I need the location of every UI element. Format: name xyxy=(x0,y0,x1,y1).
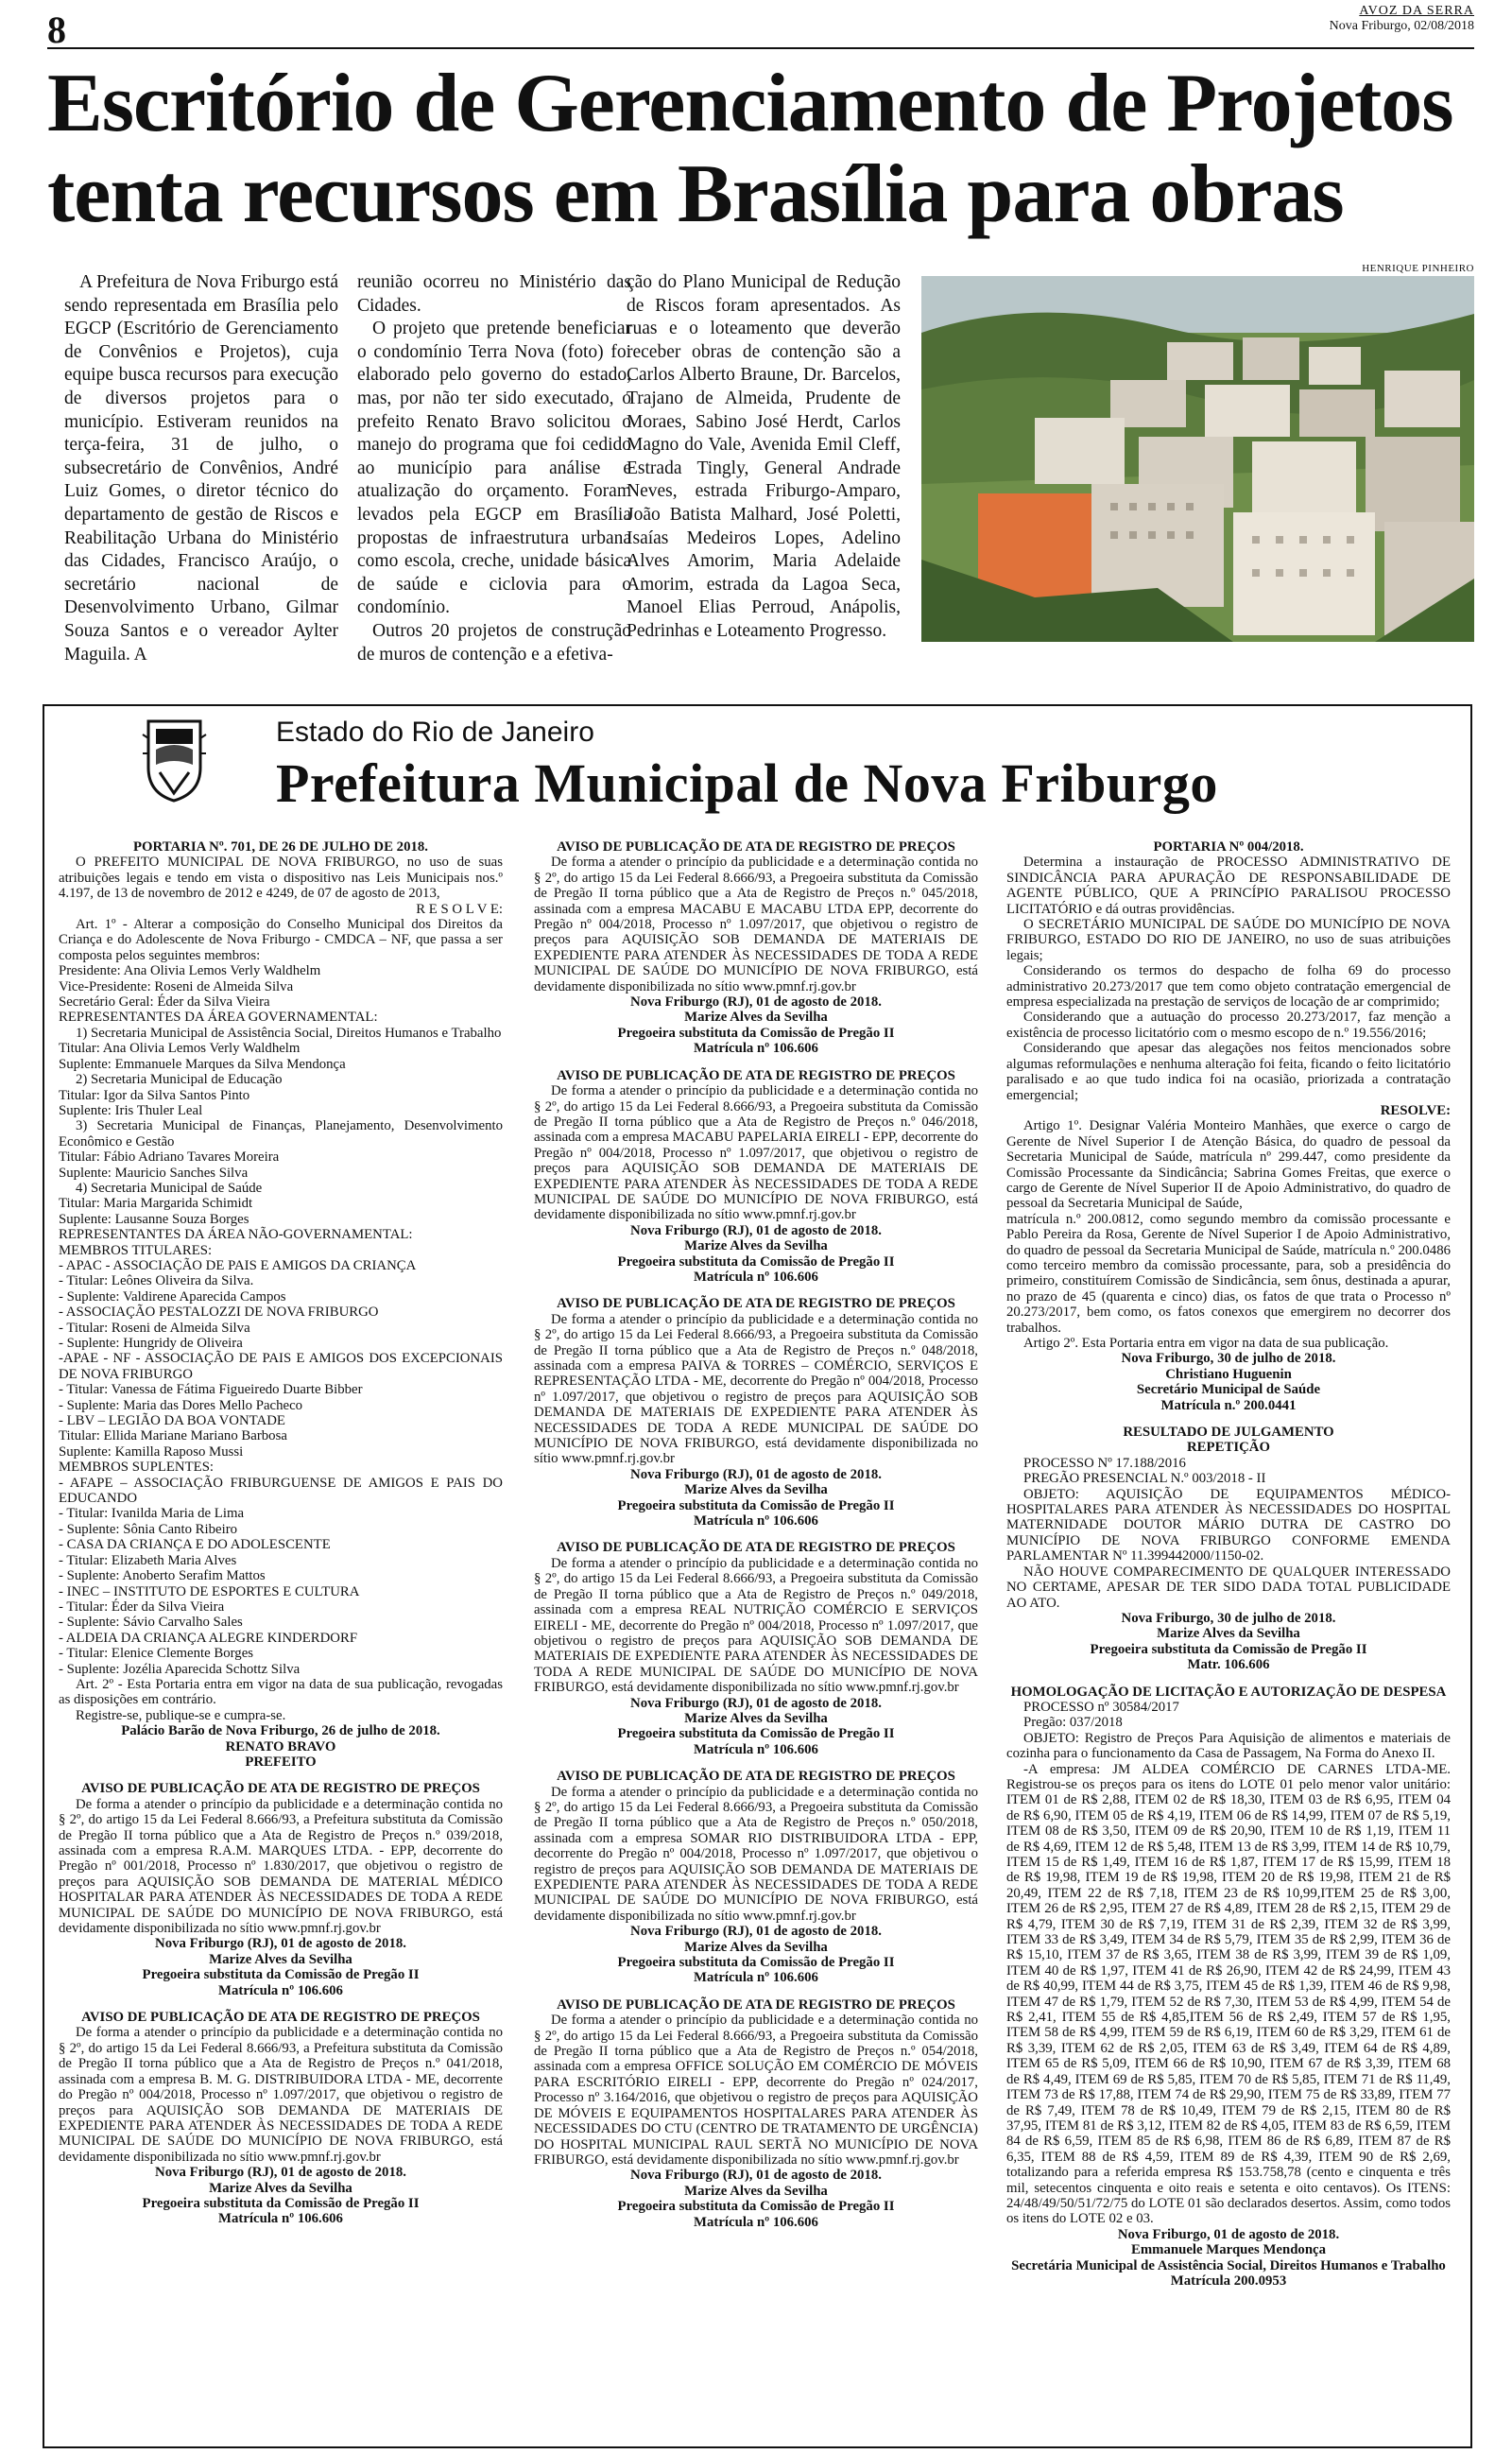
legal-line: - Titular: Elenice Clemente Borges xyxy=(59,1646,254,1662)
legal-line xyxy=(534,1529,978,1540)
legal-line: Matrícula nº 106.606 xyxy=(694,1513,818,1529)
page-number: 8 xyxy=(47,9,66,51)
legal-line: Nova Friburgo (RJ), 01 de agosto de 2018. xyxy=(630,1695,882,1711)
legal-line: Suplente: Lausanne Souza Borges xyxy=(59,1211,249,1227)
legal-line: - Titular: Ivanilda Maria de Lima xyxy=(59,1506,245,1522)
legal-line: Titular: Maria Margarida Schimidt xyxy=(59,1196,253,1212)
legal-line: Nova Friburgo (RJ), 01 de agosto de 2018. xyxy=(155,2165,406,2181)
legal-line: - AFAPE – ASSOCIAÇÃO FRIBURGUENSE DE AMIGOS E PAIS DO EDUCANDO xyxy=(59,1475,503,1507)
legal-line: Marize Alves da Sevilha xyxy=(684,1010,828,1026)
legal-line: PROCESSO nº 30584/2017 xyxy=(1023,1699,1179,1715)
legal-line: Marize Alves da Sevilha xyxy=(684,1482,828,1498)
legal-line: Artigo 1º. Designar Valéria Monteiro Manhães, que exerce o cargo de Gerente de Nível Superior I de Atenção Básica, do quadro de pessoal da Secretaria Municipal de Saúde, matrícula nº 299.447, como presidente da Comissão Processante da Sindicância; Sabrina Gomes Freitas, que exerce o cargo de Gerente de Nível Superior II de Apoio Administrativo, do quadro de pessoal da Secretaria Municipal de Saúde, xyxy=(1006,1118,1451,1212)
legal-line xyxy=(534,1757,978,1769)
legal-line: Suplente: Emmanuele Marques da Silva Mendonça xyxy=(59,1056,346,1072)
legal-line: Nova Friburgo, 30 de julho de 2018. xyxy=(1121,1351,1336,1367)
condominium-photo xyxy=(921,276,1474,642)
legal-line: Pregoeira substituta da Comissão de Pregão II xyxy=(617,1025,895,1041)
legal-line: Pregão: 037/2018 xyxy=(1023,1715,1123,1731)
legal-line: Pregoeira substituta da Comissão de Pregão II xyxy=(142,1967,420,1983)
legal-line: Considerando que a autuação do processo 20.273/2017, faz menção a existência de processo licitatório com o mesmo escopo de n.º 19.556/2016; xyxy=(1006,1010,1451,1041)
legal-line: Suplente: Kamilla Raposo Mussi xyxy=(59,1443,244,1460)
legal-line: Pregoeira substituta da Comissão de Pregão II xyxy=(617,1726,895,1742)
legal-line: OBJETO: AQUISIÇÃO DE EQUIPAMENTOS MÉDICO-HOSPITALARES PARA ATENDER ÀS NECESSIDADES DO HOSPITAL MATERNIDADE DOUTOR MÁRIO DUTRA DE CASTRO DO MUNICÍPIO DE NOVA FRIBURGO CONFORME EMENDA PARLAMENTAR Nº 11.399442000/1150-02. xyxy=(1006,1486,1451,1564)
legal-line: De forma a atender o princípio da publicidade e a determinação contida no § 2º, do artigo 15 da Lei Federal 8.666/93, a Prefeitura substituta da Comissão de Pregão II torna público que a Ata de Registro de Preços n.º 039/2018, assinada com a empresa R.A.M. MARQUES LTDA. - EPP, decorrente do Pregão nº 001/2018, Processo nº 1.830/2017, que objetivou o registro de preços para AQUISIÇÃO SOB DEMANDA DE MATERIAL MÉDICO HOSPITALAR PARA ATENDER ÀS NECESSIDADES DE TODA A REDE MUNICIPAL DE SAÚDE DO MUNICÍPIO DE NOVA FRIBURGO, está devidamente disponibilizada no sítio www.pmnf.rj.gov.br xyxy=(59,1796,503,1937)
legal-line: - ASSOCIAÇÃO PESTALOZZI DE NOVA FRIBURGO xyxy=(59,1305,379,1321)
top-rule xyxy=(47,47,1474,49)
legal-line: R E S O L V E: xyxy=(416,901,503,917)
legal-line: Secretária Municipal de Assistência Social, Direitos Humanos e Trabalho xyxy=(1011,2257,1446,2273)
legal-line: REPRESENTANTES DA ÁREA NÃO-GOVERNAMENTAL: xyxy=(59,1227,413,1243)
legal-line: AVISO DE PUBLICAÇÃO DE ATA DE REGISTRO DE PREÇOS xyxy=(557,1540,955,1556)
legal-line xyxy=(534,1986,978,1997)
legal-line: - ALDEIA DA CRIANÇA ALEGRE KINDERDORF xyxy=(59,1630,358,1646)
legal-line: Considerando que apesar das alegações nos feitos mencionados sobre algumas reformulações e nenhuma alteração foi feita, ficando o feito licitatório paralisado e ao que tudo indica foi na ocasião, priorizada a contratação emergencial; xyxy=(1006,1041,1451,1103)
legal-line: Art. 2º - Esta Portaria entra em vigor na data de sua publicação, revogadas as disposições em contrário. xyxy=(59,1676,503,1708)
legal-line: matrícula n.º 200.0812, como segundo membro da comissão processante e Pablo Pereira da Rosa, Gerente de Nível Superior I de Apoio Administrativo, do quadro de pessoal da Secretaria Municipal de Saúde, matrícula n.º 200.0486 como terceiro membro da comissão processante, para, sob a presidência do primeiro, constituírem Comissão de Sindicância, sem ônus, destinada a apurar, no prazo de 45 (quarenta e cinco) dias, os fatos de que trata o Processo nº 20.273/2017, bem como, os fatos conexos que emergirem no decorrer dos trabalhos. xyxy=(1006,1211,1451,1336)
legal-line: Suplente: Iris Thuler Leal xyxy=(59,1102,203,1118)
legal-line: Nova Friburgo, 30 de julho de 2018. xyxy=(1121,1610,1336,1626)
article-paragraph: A Prefeitura de Nova Friburgo está sendo representada em Brasília pelo EGCP (Escritório de Gerenciamento de Convênios e Projetos), cuja equipe busca recursos para execução de diversos projetos para o município. Estiveram reunidos na terça-feira, 31 de julho, o subsecretário de Convênios, André Luiz Gomes, o diretor técnico do departamento de gestão de Riscos e Reabilitação Urbana do Ministério das Cidades, Francisco Araújo, o secretário nacional de Desenvolvimento Urbano, Gilmar Souza Santos e o vereador Aylter Maguila. A xyxy=(64,272,338,665)
legal-line: De forma a atender o princípio da publicidade e a determinação contida no § 2º, do artigo 15 da Lei Federal 8.666/93, a Pregoeira substituta da Comissão de Pregão II torna público que a Ata de Registro de Preços n.º 049/2018, assinada com a empresa REAL NUTRIÇÃO COMÉRCIO E SERVIÇOS EIRELI - ME, decorrente do Pregão nº 004/2018, Processo nº 1.097/2017, que objetivou o registro de preços para AQUISIÇÃO SOB DEMANDA DE MATERIAIS DE EXPEDIENTE PARA ATENDER ÀS NECESSIDADES DE TODA A REDE MUNICIPAL DE SAÚDE DO MUNICÍPIO DE NOVA FRIBURGO, está devidamente disponibilizada no sítio www.pmnf.rj.gov.br xyxy=(534,1555,978,1696)
legal-line: De forma a atender o princípio da publicidade e a determinação contida no § 2º, do artigo 15 da Lei Federal 8.666/93, a Pregoeira substituta da Comissão de Pregão II torna público que a Ata de Registro de Preços n.º 045/2018, assinada com a empresa MACABU E MACABU LTDA EPP, decorrente do Pregão nº 004/2018, Processo nº 1.097/2017, que objetivou o registro de preços para AQUISIÇÃO SOB DEMANDA DE MATERIAIS DE EXPEDIENTE PARA ATENDER ÀS NECESSIDADES DE TODA A REDE MUNICIPAL DE SAÚDE DO MUNICÍPIO DE NOVA FRIBURGO, está devidamente disponibilizada no sítio www.pmnf.rj.gov.br xyxy=(534,855,978,994)
legal-line: De forma a atender o princípio da publicidade e a determinação contida no § 2º, do artigo 15 da Lei Federal 8.666/93, a Pregoeira substituta da Comissão de Pregão II torna público que a Ata de Registro de Preços n.º 054/2018, assinada com a empresa OFFICE SOLUÇÃO EM COMÉRCIO DE MÓVEIS PARA ESCRITÓRIO EIRELI - EPP, decorrente do Pregão nº 024/2017, Processo nº 3.164/2016, que objetivou o registro de preços para AQUISIÇÃO DE MÓVEIS E EQUIPAMENTOS HOSPITALARES PARA ATENDER ÀS NECESSIDADES DO CTU (CENTRO DE TRATAMENTO DE URGÊNCIA) DO HOSPITAL MUNICIPAL RAUL SERTÃ NO MUNICÍPIO DE NOVA FRIBURGO, está devidamente disponibilizada no sítio www.pmnf.rj.gov.br xyxy=(534,2013,978,2168)
legal-line: Nova Friburgo (RJ), 01 de agosto de 2018. xyxy=(630,1466,882,1482)
legal-line: Marize Alves da Sevilha xyxy=(209,1951,352,1967)
headline xyxy=(47,59,1474,240)
legal-line: - Titular: Éder da Silva Vieira xyxy=(59,1599,225,1615)
legal-line: AVISO DE PUBLICAÇÃO DE ATA DE REGISTRO DE PREÇOS xyxy=(81,2010,480,2026)
legal-line: - Suplente: Sônia Canto Ribeiro xyxy=(59,1521,238,1537)
legal-line: AVISO DE PUBLICAÇÃO DE ATA DE REGISTRO DE PREÇOS xyxy=(557,1769,955,1785)
legal-line: Art. 1º - Alterar a composição do Conselho Municipal dos Direitos da Criança e do Adolescente de Nova Friburgo - CMDCA – NF, que passa a ser composta pelos seguintes membros: xyxy=(59,917,503,963)
legal-line: Nova Friburgo (RJ), 01 de agosto de 2018. xyxy=(630,994,882,1011)
legal-line: PORTARIA Nº 004/2018. xyxy=(1153,839,1304,855)
legal-line: NÃO HOUVE COMPARECIMENTO DE QUALQUER INTERESSADO NO CERTAME, APESAR DE TER SIDO DADA TOTAL PUBLICIDADE AO ATO. xyxy=(1006,1564,1451,1611)
legal-line: Suplente: Mauricio Sanches Silva xyxy=(59,1165,249,1181)
legal-line xyxy=(534,1285,978,1296)
legal-line: Pregoeira substituta da Comissão de Pregão II xyxy=(142,2195,420,2211)
legal-line: Marize Alves da Sevilha xyxy=(684,1710,828,1726)
legal-line: Matrícula n.º 200.0441 xyxy=(1160,1397,1297,1413)
masthead-date: Nova Friburgo, 02/08/2018 xyxy=(1329,19,1474,33)
legal-line: - Titular: Vanessa de Fátima Figueiredo Duarte Bibber xyxy=(59,1382,363,1398)
legal-line: 3) Secretaria Municipal de Finanças, Planejamento, Desenvolvimento Econômico e Gestão xyxy=(59,1118,503,1149)
legal-line: AVISO DE PUBLICAÇÃO DE ATA DE REGISTRO DE PREÇOS xyxy=(557,839,955,855)
legal-line: Palácio Barão de Nova Friburgo, 26 de julho de 2018. xyxy=(121,1723,440,1739)
legal-line: OBJETO: Registro de Preços Para Aquisição de alimentos e materiais de cozinha para o funcionamento da Casa de Passagem, Na Forma do Anexo II. xyxy=(1006,1730,1451,1762)
legal-line: - Suplente: Maria das Dores Mello Pacheco xyxy=(59,1397,303,1413)
legal-line: RENATO BRAVO xyxy=(225,1738,336,1754)
legal-line: O PREFEITO MUNICIPAL DE NOVA FRIBURGO, no uso de suas atribuições legais e tendo em vista o dispositivo nas Leis Municipais nos.º 4.197, de 13 de novembro de 2012 e 4249, de 07 de agosto de 2013, xyxy=(59,855,503,902)
legal-line: RESULTADO DE JULGAMENTO xyxy=(1123,1425,1334,1441)
legal-line: PREGÃO PRESENCIAL N.º 003/2018 - II xyxy=(1023,1471,1266,1487)
legal-line: Nova Friburgo (RJ), 01 de agosto de 2018. xyxy=(155,1936,406,1952)
legal-line: AVISO DE PUBLICAÇÃO DE ATA DE REGISTRO DE PREÇOS xyxy=(557,1067,955,1083)
legal-line: Titular: Igor da Silva Santos Pinto xyxy=(59,1087,250,1103)
legal-line: Titular: Ana Olivia Lemos Verly Waldhelm xyxy=(59,1041,301,1057)
photo-credit: HENRIQUE PINHEIRO xyxy=(1362,263,1474,274)
legal-line: Nova Friburgo (RJ), 01 de agosto de 2018. xyxy=(630,1222,882,1238)
legal-line: Christiano Huguenin xyxy=(1165,1366,1292,1382)
legal-line: Marize Alves da Sevilha xyxy=(1157,1626,1300,1642)
masthead-name: AVOZ DA SERRA xyxy=(1359,4,1474,18)
legal-line xyxy=(1006,1673,1451,1685)
legal-line: Presidente: Ana Olivia Lemos Verly Waldhelm xyxy=(59,963,321,979)
legal-line: - Suplente: Jozélia Aparecida Schottz Silva xyxy=(59,1661,301,1677)
legal-line: -A empresa: JM ALDEA COMÉRCIO DE CARNES LTDA-ME. Registrou-se os preços para os itens do LOTE 01 pelo menor valor unitário: ITEM 01 de R$ 2,88, ITEM 02 de R$ 18,30, ITEM 03 de R$ 6,95, ITEM 04 de R$ 6,90, ITEM 05 de R$ 4,19, ITEM 06 de R$ 14,99, ITEM 07 de R$ 5,19, ITEM 08 de R$ 3,50, ITEM 09 de R$ 20,90, ITEM 10 de R$ 1,19, ITEM 11 de R$ 4,69, ITEM 12 de R$ 5,48, ITEM 13 de R$ 3,99, ITEM 14 de R$ 10,79, ITEM 15 de R$ 1,49, ITEM 16 de R$ 1,87, ITEM 17 de R$ 15,99, ITEM 18 de R$ 19,98, ITEM 19 de R$ 19,98, ITEM 20 de R$ 19,98, ITEM 21 de R$ 20,49, ITEM 22 de R$ 7,18, ITEM 23 de R$ 10,99,ITEM 25 de R$ 3,00, ITEM 26 de R$ 2,95, ITEM 27 de R$ 4,89, ITEM 28 de R$ 2,15, ITEM 29 de R$ 4,79, ITEM 30 de R$ 7,19, ITEM 31 de R$ 2,39, ITEM 32 de R$ 3,99, ITEM 33 de R$ 3,49, ITEM 34 de R$ 5,79, ITEM 35 de R$ 2,99, ITEM 36 de R$ 15,10, ITEM 37 de R$ 3,65, ITEM 38 de R$ 3,99, ITEM 39 de R$ 1,09, ITEM 40 de R$ 1,97, ITEM 41 de R$ 26,90, ITEM 42 de R$ 24,99, ITEM 43 de R$ 40,99, ITEM 44 de R$ 3,75, ITEM 45 de R$ 1,39, ITEM 46 de R$ 9,98, ITEM 47 de R$ 1,79, ITEM 52 de R$ 7,30, ITEM 53 de R$ 4,99, ITEM 54 de R$ 2,41, ITEM 55 de R$ 4,85,ITEM 56 de R$ 2,49, ITEM 57 de R$ 1,95, ITEM 58 de R$ 4,99, ITEM 59 de R$ 6,19, ITEM 60 de R$ 3,29, ITEM 61 de R$ 3,39, ITEM 62 de R$ 2,05, ITEM 63 de R$ 3,49, ITEM 64 de R$ 4,89, ITEM 65 de R$ 5,09, ITEM 66 de R$ 10,90, ITEM 67 de R$ 3,39, ITEM 68 de R$ 4,49, ITEM 69 de R$ 5,85, ITEM 70 de R$ 5,85, ITEM 71 de R$ 11,49, ITEM 73 de R$ 17,88, ITEM 74 de R$ 29,90, ITEM 75 de R$ 33,89, ITEM 77 de R$ 7,49, ITEM 78 de R$ 10,49, ITEM 79 de R$ 2,15, ITEM 80 de R$ 37,95, ITEM 81 de R$ 3,12, ITEM 82 de R$ 4,05, ITEM 83 de R$ 6,59, ITEM 84 de R$ 6,59, ITEM 85 de R$ 6,98, ITEM 86 de R$ 6,89, ITEM 87 de R$ 6,35, ITEM 88 de R$ 4,59, ITEM 89 de R$ 4,39, ITEM 90 de R$ 2,69, totalizando para a referida empresa R$ 153.758,78 (cento e cinquenta e três mil, setecentos cinquenta e oito reais e setenta e oito centavos). Os ITENS: 24/48/49/50/51/72/75 do LOTE 01 são declarados desertos. Assim, como todos os itens do LOTE 02 e 03. xyxy=(1006,1761,1451,2227)
legal-line: PROCESSO Nº 17.188/2016 xyxy=(1023,1455,1186,1471)
legal-line: Artigo 2º. Esta Portaria entra em vigor na data de sua publicação. xyxy=(1023,1336,1389,1351)
article-paragraph: Outros 20 projetos de construção de muros de contenção e a efetiva- xyxy=(357,620,631,665)
headline-line-1: Escritório de Gerenciamento de Projetos xyxy=(47,58,1453,149)
legal-line: PORTARIA Nº. 701, DE 26 DE JULHO DE 2018. xyxy=(133,839,428,855)
legal-line: Matrícula nº 106.606 xyxy=(218,1982,343,1998)
article-column-3 xyxy=(627,271,901,644)
legal-line: Registre-se, publique-se e cumpra-se. xyxy=(76,1707,286,1723)
legal-line: - LBV – LEGIÃO DA BOA VONTADE xyxy=(59,1413,285,1429)
legal-line: Matrícula nº 106.606 xyxy=(694,1741,818,1757)
condominium-photo-image xyxy=(921,276,1474,642)
legal-line: Secretário Municipal de Saúde xyxy=(1136,1382,1321,1398)
article-paragraph: reunião ocorreu no Ministério das Cidades. xyxy=(357,272,631,316)
legal-line xyxy=(59,1998,503,2010)
legal-line: De forma a atender o princípio da publicidade e a determinação contida no § 2º, do artigo 15 da Lei Federal 8.666/93, a Pregoeira substituta da Comissão de Pregão II torna público que a Ata de Registro de Preços n.º 046/2018, assinada com a empresa MACABU PAPELARIA EIRELI - EPP, decorrente do Pregão nº 004/2018, Processo nº 1.097/2017, que objetivou o registro de preços para AQUISIÇÃO SOB DEMANDA DE MATERIAIS DE EXPEDIENTE PARA ATENDER ÀS NECESSIDADES DE TODA A REDE MUNICIPAL DE SAÚDE DO MUNICÍPIO DE NOVA FRIBURGO, está devidamente disponibilizada no sítio www.pmnf.rj.gov.br xyxy=(534,1083,978,1223)
legal-line: - Suplente: Anoberto Serafim Mattos xyxy=(59,1568,266,1584)
legal-column-1 xyxy=(59,839,503,2227)
state-name: Estado do Rio de Janeiro xyxy=(276,717,594,748)
legal-line: Titular: Ellida Mariane Mariano Barbosa xyxy=(59,1428,287,1444)
legal-line xyxy=(534,1057,978,1068)
legal-line: Emmanuele Marques Mendonça xyxy=(1130,2242,1327,2258)
legal-line: Vice-Presidente: Roseni de Almeida Silva xyxy=(59,978,294,994)
legal-line: Matr. 106.606 xyxy=(1187,1657,1270,1673)
legal-line: Titular: Fábio Adriano Tavares Moreira xyxy=(59,1149,280,1166)
legal-line: Matrícula nº 106.606 xyxy=(694,2214,818,2230)
masthead xyxy=(1330,4,1474,34)
legal-line: -APAE - NF - ASSOCIAÇÃO DE PAIS E AMIGOS DOS EXCEPCIONAIS DE NOVA FRIBURGO xyxy=(59,1351,503,1382)
article-column-2 xyxy=(357,271,631,666)
legal-line: HOMOLOGAÇÃO DE LICITAÇÃO E AUTORIZAÇÃO DE DESPESA xyxy=(1010,1684,1447,1700)
legal-line: De forma a atender o princípio da publicidade e a determinação contida no § 2º, do artigo 15 da Lei Federal 8.666/93, a Pregoeira substituta da Comissão de Pregão II torna público que a Ata de Registro de Preços n.º 048/2018, assinada com a empresa PAIVA & TORRES – COMÉRCIO, SERVIÇOS E REPRESENTAÇÃO LTDA - ME, decorrente do Pregão nº 004/2018, Processo nº 1.097/2017, que objetivou o registro de preços para AQUISIÇÃO SOB DEMANDA DE MATERIAIS DE EXPEDIENTE PARA ATENDER ÀS NECESSIDADES DE TODA A REDE MUNICIPAL DE SAÚDE DO MUNICÍPIO DE NOVA FRIBURGO, está devidamente disponibilizada no sítio www.pmnf.rj.gov.br xyxy=(534,1311,978,1467)
legal-line: Marize Alves da Sevilha xyxy=(684,1238,828,1254)
legal-line: RESOLVE: xyxy=(1380,1102,1451,1118)
legal-line: Pregoeira substituta da Comissão de Pregão II xyxy=(617,1253,895,1270)
legal-line: AVISO DE PUBLICAÇÃO DE ATA DE REGISTRO DE PREÇOS xyxy=(81,1781,480,1797)
legal-line: De forma a atender o princípio da publicidade e a determinação contida no § 2º, do artigo 15 da Lei Federal 8.666/93, a Pregoeira substituta da Comissão de Pregão II torna público que a Ata de Registro de Preços n.º 050/2018, assinada com a empresa SOMAR RIO DISTRIBUIDORA LTDA - EPP, decorrente do Pregão nº 004/2018, Processo nº 1.097/2017, que objetivou o registro de preços para AQUISIÇÃO SOB DEMANDA DE MATERIAIS DE EXPEDIENTE PARA ATENDER ÀS NECESSIDADES DE TODA A REDE MUNICIPAL DE SAÚDE DO MUNICÍPIO DE NOVA FRIBURGO, está devidamente disponibilizada no sítio www.pmnf.rj.gov.br xyxy=(534,1784,978,1924)
legal-line: Matrícula nº 106.606 xyxy=(218,2211,343,2227)
legal-line: 2) Secretaria Municipal de Educação xyxy=(76,1072,283,1088)
legal-line: Marize Alves da Sevilha xyxy=(684,2183,828,2199)
legal-line: Pregoeira substituta da Comissão de Pregão II xyxy=(617,2199,895,2215)
legal-line: - INEC – INSTITUTO DE ESPORTES E CULTURA xyxy=(59,1583,360,1599)
legal-line: Nova Friburgo, 01 de agosto de 2018. xyxy=(1117,2226,1340,2242)
legal-line xyxy=(1006,1413,1451,1425)
article-column-1 xyxy=(64,271,338,666)
legal-line: Determina a instauração de PROCESSO ADMINISTRATIVO DE SINDICÂNCIA PARA APURAÇÃO DE RESPONSABILIDADE DE AGENTE PÚBLICO, QUE A PRINCÍPIO PARALISOU PROCESSO LICITATÓRIO e dá outras providências. xyxy=(1006,855,1451,917)
legal-line: - Suplente: Valdirene Aparecida Campos xyxy=(59,1288,286,1305)
legal-line: Matrícula nº 106.606 xyxy=(694,1041,818,1057)
municipal-crest-icon xyxy=(139,716,210,805)
legal-line: De forma a atender o princípio da publicidade e a determinação contida no § 2º, do artigo 15 da Lei Federal 8.666/93, a Prefeitura substituta da Comissão de Pregão II torna público que a Ata de Registro de Preços n.º 041/2018, assinada com a empresa B. M. G. DISTRIBUIDORA LTDA - ME, decorrente do Pregão nº 004/2018, Processo nº 1.097/2017, que objetivou o registro de preços para AQUISIÇÃO SOB DEMANDA DE MATERIAIS DE EXPEDIENTE PARA ATENDER ÀS NECESSIDADES DE TODA A REDE MUNICIPAL DE SAÚDE DO MUNICÍPIO DE NOVA FRIBURGO, está devidamente disponibilizada no sítio www.pmnf.rj.gov.br xyxy=(59,2025,503,2165)
legal-line: Matrícula nº 106.606 xyxy=(694,1970,818,1986)
legal-line: - Titular: Elizabeth Maria Alves xyxy=(59,1552,237,1568)
legal-line: - Titular: Leônes Oliveira da Silva. xyxy=(59,1273,254,1289)
legal-line: - Suplente: Hungridy de Oliveira xyxy=(59,1336,243,1351)
legal-line: REPRESENTANTES DA ÁREA GOVERNAMENTAL: xyxy=(59,1010,378,1026)
legal-line: Pregoeira substituta da Comissão de Pregão II xyxy=(617,1497,895,1513)
legal-line: AVISO DE PUBLICAÇÃO DE ATA DE REGISTRO DE PREÇOS xyxy=(557,1296,955,1312)
legal-column-2 xyxy=(534,839,978,2230)
legal-line: Pregoeira substituta da Comissão de Pregão II xyxy=(1090,1641,1367,1657)
legal-line: PREFEITO xyxy=(245,1754,317,1770)
legal-line: - Suplente: Sávio Carvalho Sales xyxy=(59,1615,243,1631)
article-paragraph: ção do Plano Municipal de Redução de Riscos foram apresentados. As ruas e o loteamento que deverão receber obras de contenção são a Carlos Alberto Braune, Dr. Barcelos, Trajano de Almeida, Prudente de Moraes, Sabino José Herdt, Carlos Magno do Vale, Avenida Emil Cleff, Estrada Tingly, General Andrade Neves, estrada Friburgo-Amparo, João Batista Malhard, José Poletti, Isaías Medeiros Lopes, Adelino Alves Amorim, Maria Adelaide Amorim, estrada da Lagoa Seca, Manoel Elias Perroud, Anápolis, Pedrinhas e Loteamento Progresso. xyxy=(627,272,901,641)
legal-line: - CASA DA CRIANÇA E DO ADOLESCENTE xyxy=(59,1537,331,1553)
legal-line: Marize Alves da Sevilha xyxy=(209,2180,352,2196)
legal-line: MEMBROS SUPLENTES: xyxy=(59,1460,215,1476)
legal-line: AVISO DE PUBLICAÇÃO DE ATA DE REGISTRO DE PREÇOS xyxy=(557,1996,955,2013)
legal-line: Nova Friburgo (RJ), 01 de agosto de 2018. xyxy=(630,1924,882,1940)
legal-line: 1) Secretaria Municipal de Assistência Social, Direitos Humanos e Trabalho xyxy=(76,1025,502,1041)
legal-line: - Titular: Roseni de Almeida Silva xyxy=(59,1320,250,1336)
legal-line: Secretário Geral: Éder da Silva Vieira xyxy=(59,994,270,1011)
article-paragraph: O projeto que pretende beneficiar o condomínio Terra Nova (foto) foi elaborado pelo governo do estado, mas, por não ter sido executado, o prefeito Renato Bravo solicitou o manejo do programa que foi cedido ao município para análise e atualização do orçamento. Foram levados pela EGCP em Brasília propostas de infraestrutura urbana como escola, creche, unidade básica de saúde e ciclovia para o condomínio. xyxy=(357,319,631,618)
legal-line: Matrícula 200.0953 xyxy=(1170,2273,1287,2289)
legal-line: 4) Secretaria Municipal de Saúde xyxy=(76,1180,263,1196)
legal-line: O SECRETÁRIO MUNICIPAL DE SAÚDE DO MUNICÍPIO DE NOVA FRIBURGO, ESTADO DO RIO DE JANEIRO, no uso de suas atribuições legais; xyxy=(1006,917,1451,963)
legal-line: Nova Friburgo (RJ), 01 de agosto de 2018. xyxy=(630,2168,882,2184)
legal-line: - APAC - ASSOCIAÇÃO DE PAIS E AMIGOS DA CRIANÇA xyxy=(59,1257,417,1273)
legal-line: REPETIÇÃO xyxy=(1187,1440,1270,1456)
legal-line: Considerando os termos do despacho de folha 69 do processo administrativo 20.273/2017 que tem como objeto contratação emergencial de empresa especializada na prestação de serviços de locação de ar comprimido; xyxy=(1006,963,1451,1011)
legal-line: Marize Alves da Sevilha xyxy=(684,1939,828,1955)
legal-line: MEMBROS TITULARES: xyxy=(59,1242,213,1258)
legal-line: Pregoeira substituta da Comissão de Pregão II xyxy=(617,1955,895,1971)
legal-column-3 xyxy=(1006,839,1451,2289)
legal-line xyxy=(59,1770,503,1781)
headline-line-2: tenta recursos em Brasília para obras xyxy=(47,148,1344,240)
prefeitura-title: Prefeitura Municipal de Nova Friburgo xyxy=(276,752,1218,814)
legal-line: Matrícula nº 106.606 xyxy=(694,1269,818,1285)
